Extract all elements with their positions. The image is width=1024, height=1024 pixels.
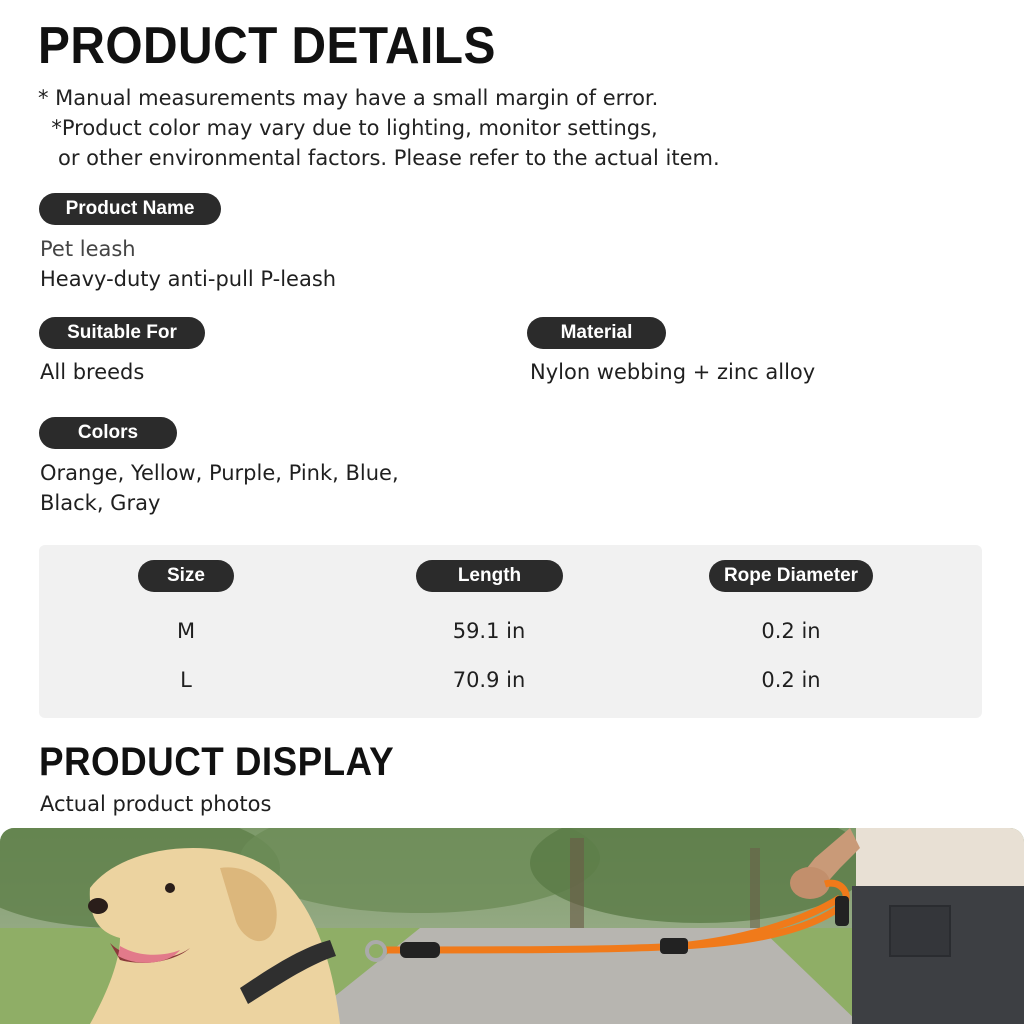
diameter-cell: 0.2 in: [761, 668, 821, 692]
note-line: *Product color may vary due to lighting, monitor settings,: [38, 116, 658, 140]
suitable-for-label: Suitable For: [39, 317, 205, 349]
display-subtitle: Actual product photos: [40, 792, 272, 816]
product-name-value: [40, 234, 336, 294]
note-line: * Manual measurements may have a small margin of error.: [38, 86, 659, 110]
suitable-for-value: All breeds: [40, 360, 145, 384]
size-cell: L: [180, 668, 192, 692]
table-row: [0, 668, 1024, 698]
diameter-cell: 0.2 in: [761, 619, 821, 643]
colors-line: Black, Gray: [40, 491, 161, 515]
length-cell: 59.1 in: [452, 619, 526, 643]
size-header: Size: [138, 560, 234, 592]
length-header: Length: [416, 560, 563, 592]
note-line: or other environmental factors. Please refer to the actual item.: [38, 146, 720, 170]
photo-illustration: [0, 828, 1024, 1024]
colors-label: Colors: [39, 417, 177, 449]
rope-diameter-header: Rope Diameter: [709, 560, 873, 592]
disclaimer-notes: [38, 83, 720, 173]
display-title: PRODUCT DISPLAY: [39, 740, 395, 784]
material-label: Material: [527, 317, 666, 349]
colors-line: Orange, Yellow, Purple, Pink, Blue,: [40, 461, 399, 485]
product-name-label: Product Name: [39, 193, 221, 225]
size-cell: M: [176, 619, 196, 643]
product-photo: [0, 828, 1024, 1024]
length-cell: 70.9 in: [452, 668, 526, 692]
table-row: [0, 619, 1024, 649]
colors-value: [40, 458, 399, 518]
page-title: PRODUCT DETAILS: [38, 17, 496, 75]
material-value: Nylon webbing + zinc alloy: [530, 360, 816, 384]
product-name-line: Heavy-duty anti-pull P-leash: [40, 267, 337, 291]
person-shirt: [856, 828, 1024, 888]
product-name-line: Pet leash: [40, 237, 136, 261]
